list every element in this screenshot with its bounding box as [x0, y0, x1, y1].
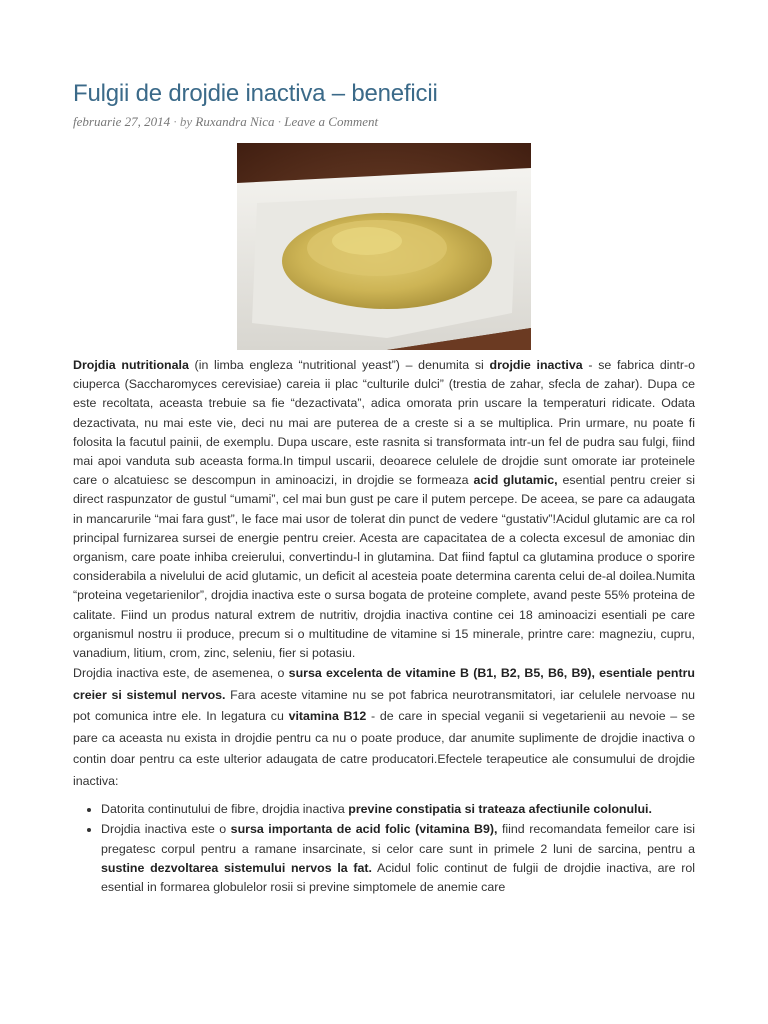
meta-separator: · — [277, 114, 281, 129]
author-link[interactable]: Ruxandra Nica — [195, 114, 275, 129]
bold-text: sustine dezvoltarea sistemului nervos la fat. — [101, 860, 372, 875]
meta-by-label: by — [179, 114, 193, 129]
bold-text: vitamina B12 — [288, 709, 367, 724]
list-item-text: fiind recomandata femeilor care isi pregatesc corpul pentru a ramane insarcinate, si celor care sunt in primele 2 luni de sarcina, pentru a — [101, 822, 695, 856]
paragraph-text: - se fabrica dintr-o ciuperca (Saccharomyces cerevisiae) careia ii plac “culturile dulci” (trestia de zahar, sfecla de zahar). Dupa ce este recoltata, aceasta trebuie sa fie “dezactivata”, adica omorata prin uscare la temperaturi ridicate. Odata dezactivata, nu mai este vie, deci nu mai are puterea de a creste si a se multiplica. Prin urmare, nu poate fi folosita la facutul painii, de exemplu. Dupa uscare, este rasnita si transformata intr-un fel de pudra sau fulgi, fiind mai apoi vanduta sub aceasta forma.In timpul uscarii, deoarece celulele de drojdie sunt omorate iar proteinele care o alcatuiesc se descompun in aminoacizi, in drojdie se formeaza — [73, 358, 695, 488]
post-meta — [73, 114, 378, 130]
effects-list — [73, 800, 695, 897]
paragraph-text: Fara aceste vitamine nu se pot fabrica neurotransmitatori, iar celulele nervoase nu pot comunica intre ele. In legatura cu — [73, 687, 695, 724]
bold-text: drojdie inactiva — [489, 358, 583, 372]
list-item — [101, 820, 695, 897]
paragraph-text: - de care in special veganii si vegetarienii au nevoie – se pare ca aceasta nu exista in drojdie pentru ca nu o poate produce, dar anumite suplimente de drojdie inactiva o contin doar pentru ca este ulterior adaugata de catre producatori.Efectele terapeutice ale consumului de drojdie inactiva: — [73, 709, 695, 788]
bold-text: previne constipatia si trateaza afectiunile colonului. — [348, 802, 652, 817]
paragraph-text: (in limba engleza “nutritional yeast”) – denumita si — [188, 358, 490, 372]
bold-text: Drojdia nutritionala — [73, 358, 189, 372]
bold-text: acid glutamic, — [473, 473, 558, 488]
article-body — [73, 356, 695, 898]
paragraph-text: esential pentru creier si direct raspunzator de gustul “umami”, cel mai bun gust pe care il putem percepe. De aceea, se pare ca adaugata in mancarurile “mai fara gust”, le face mai usor de tolerat din punct de vedere “gustativ”!Acidul glutamic are ca rol principal furnizarea sursei de energie pentru creier. Acesta are capacitatea de a colecta excesul de amoniac din organism, care poate inhiba creierului, convertindu-l in glutamina. Dat fiind faptul ca glutamina produce o sporire considerabila a nivelului de acid glutamic, un deficit al acesteia poate determina carenta celui de-al doilea.Numita “proteina vegetarienilor”, drojdia inactiva este o sursa bogata de proteine complete, avand peste 55% proteina de calitate. Fiind un produs natural extrem de nutritiv, drojdia inactiva contine cei 18 aminoacizi esentiali pe care organismul nostru ii produce, precum si o multitudine de vitamine si 15 minerale, printre care: magneziu, cupru, vanadium, litium, crom, zinc, seleniu, fier si potasiu. — [73, 473, 695, 661]
yeast-flakes-photo — [237, 143, 531, 350]
bold-text: sursa importanta de acid folic (vitamina B9), — [230, 822, 498, 837]
list-item — [101, 800, 695, 819]
article-title: Fulgii de drojdie inactiva – beneficii — [73, 80, 438, 107]
bold-text: sursa excelenta de vitamine B (B1, B2, B5, B6, B9), esentiale pentru creier si sistemul nervos. — [73, 666, 695, 702]
yeast-flakes-in-bowl-icon — [237, 143, 531, 350]
post-date-link[interactable]: februarie 27, 2014 — [73, 114, 171, 129]
vitamins-paragraph — [73, 663, 695, 792]
leave-comment-link[interactable]: Leave a Comment — [284, 114, 379, 129]
paragraph-text: Drojdia inactiva este, de asemenea, o — [73, 666, 289, 681]
intro-paragraph — [73, 356, 695, 663]
meta-separator: · — [173, 114, 177, 129]
list-item-text: Acidul folic continut de fulgii de drojdie inactiva, are rol esential in formarea globulelor rosii si previne simptomele de anemie care — [101, 860, 695, 895]
list-item-text: Datorita continutului de fibre, drojdia inactiva — [101, 802, 349, 817]
list-item-text: Drojdia inactiva este o — [101, 822, 231, 837]
